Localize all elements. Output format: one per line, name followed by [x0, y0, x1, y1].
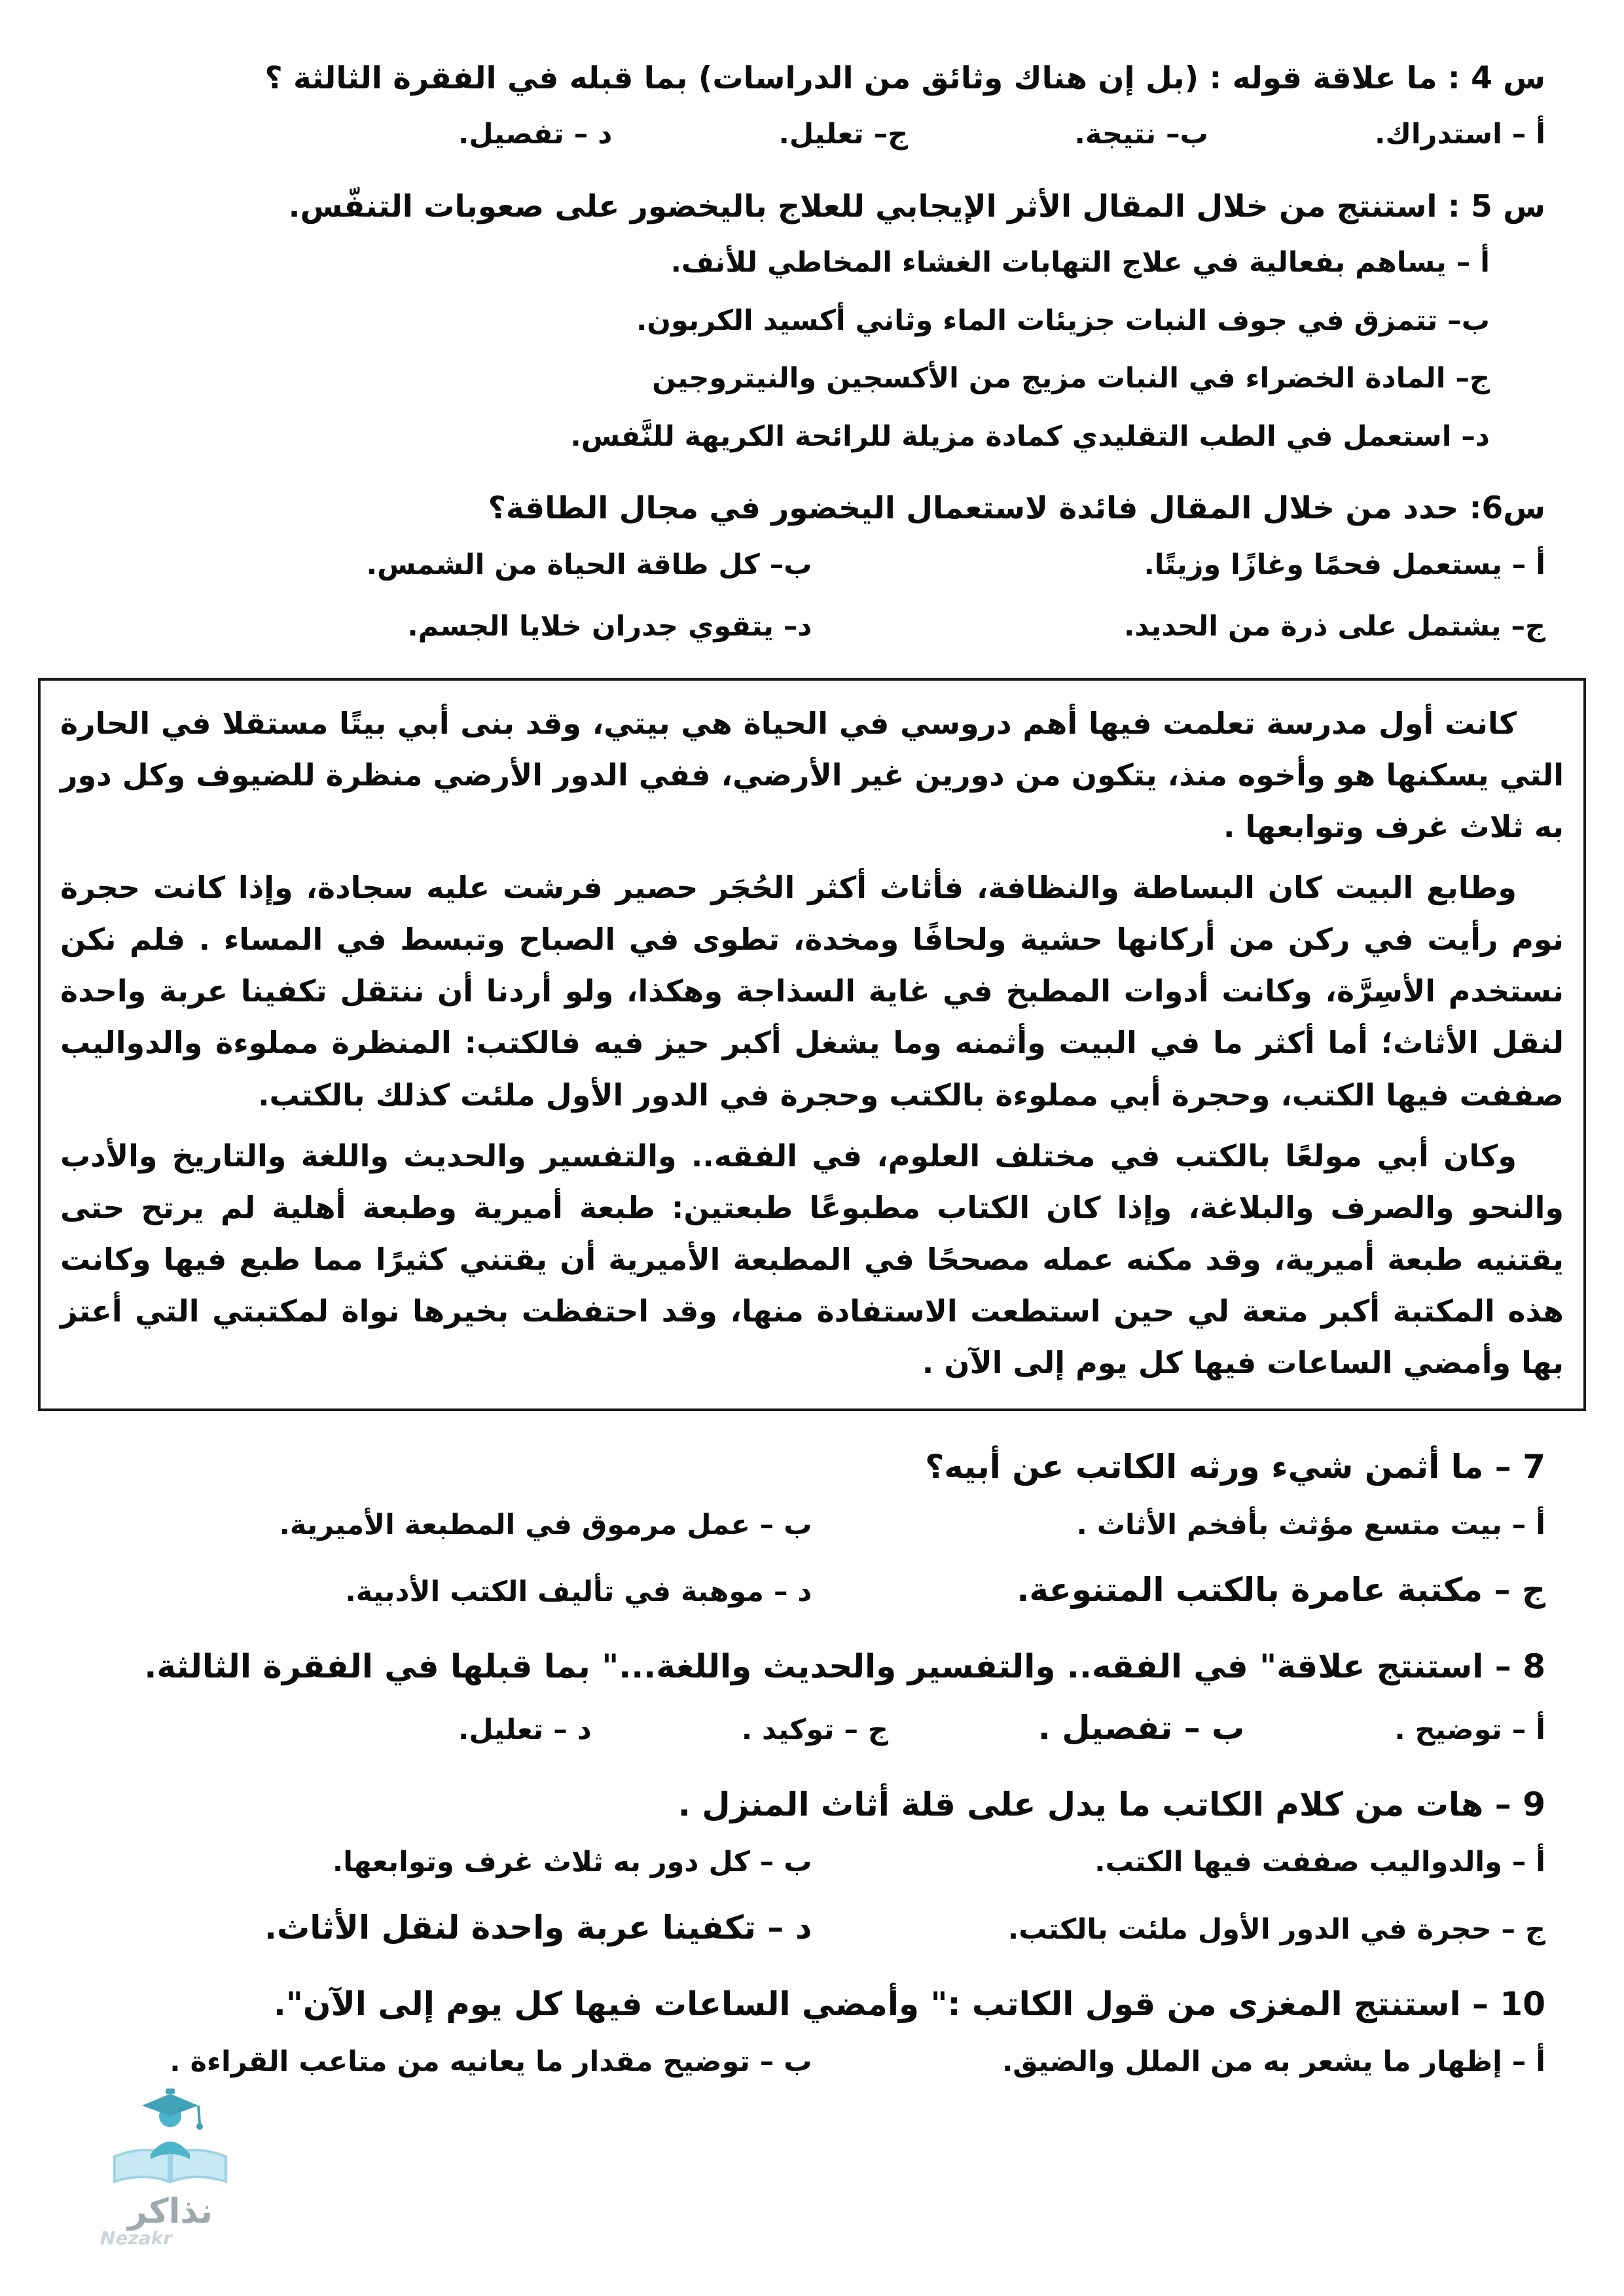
option-c: ج– يشتمل على ذرة من الحديد. — [1124, 610, 1545, 643]
option-a: أ – يستعمل فحمًا وغازًا وزيتًا. — [1144, 548, 1545, 581]
passage-paragraph-3: وكان أبي مولعًا بالكتب في مختلف العلوم، في الفقه.. والتفسير والحديث واللغة والتاريخ والأدب والنحو والصرف والبلاغة، وإذا كان الكتاب مطبوعًا طبعتين: طبعة أميرية وطبعة أهلية لم يرتح حتى يقتنيه طبعة أميرية، وقد مكنه عمله مصححًا في المطبعة الأميرية أن يقتني كثيرًا مما طبع فيها وكانت هذه المكتبة أكبر متعة لي حين استطعت الاستفادة منها، وقد احتفظت بخيرها نواة لمكتبتي التي أعتز بها وأمضي الساعات فيها كل يوم إلى الآن . — [60, 1138, 1564, 1381]
option-b: ب– نتيجة. — [1074, 118, 1208, 151]
question-7-options — [79, 1504, 1545, 1615]
question-10 — [79, 1982, 1545, 2083]
question-10-heading: 10 – استنتج المغزى من قول الكاتب :" وأمضي الساعات فيها كل يوم إلى الآن". — [273, 1984, 1545, 2023]
option-a: أ – والدواليب صففت فيها الكتب. — [1094, 1846, 1545, 1879]
option-a: أ – توضيح . — [1394, 1713, 1545, 1746]
question-4-options — [79, 113, 1545, 156]
question-5 — [79, 186, 1545, 457]
option-b: ب – كل دور به ثلاث غرف وتوابعها. — [332, 1846, 812, 1879]
option-a: أ – بيت متسع مؤثث بأفخم الأثاث . — [1076, 1508, 1545, 1541]
nezakr-logo — [82, 2086, 259, 2249]
worksheet-content — [60, 58, 1564, 2113]
option-a: أ – إظهار ما يشعر به من الملل والضيق. — [1001, 2045, 1545, 2079]
question-5-options — [79, 242, 1545, 457]
passage-paragraph-1: كانت أول مدرسة تعلمت فيها أهم دروسي في الحياة هي بيتي، وقد بنى أبي بيتًا مستقلا في الحارة التي يسكنها هو وأخوه منذ، يتكون من دورين غير الأرضي، ففي الدور الأرضي منظرة للضيوف وكل دور به ثلاث غرف وتوابعها . — [60, 705, 1564, 845]
option-b: ب – تفصيل . — [1038, 1708, 1245, 1747]
question-9-heading: 9 – هات من كلام الكاتب ما يدل على قلة أثاث المنزل . — [677, 1785, 1545, 1823]
question-8-heading: 8 – استنتج علاقة" في الفقه.. والتفسير والحديث واللغة..." بما قبلها في الفقرة الثالثة. — [144, 1647, 1545, 1686]
question-6-options — [79, 544, 1545, 648]
passage-paragraph-2: وطابع البيت كان البساطة والنظافة، فأثاث أكثر الحُجَر حصير فرشت عليه سجادة، وإذا كانت حجرة نوم رأيت في ركن من أركانها حشية ولحافًا ومخدة، تطوى في الصباح وتبسط في المساء . فلم نكن نستخدم الأسِرَّة، وكانت أدوات المطبخ في غاية السذاجة وهكذا، ولو أردنا أن ننتقل تكفينا عربة واحدة لنقل الأثاث؛ أما أكثر ما في البيت وأثمنه وما يشغل أكبر حيز فيه فالكتب: المنظرة مملوءة والدواليب صففت فيها الكتب، وحجرة أبي مملوءة بالكتب وحجرة في الدور الأول ملئت كذلك بالكتب. — [60, 870, 1564, 1113]
question-9 — [79, 1783, 1545, 1952]
logo-arabic-text: نذاكر — [128, 2192, 213, 2231]
option-c: ج – مكتبة عامرة بالكتب المتنوعة. — [1017, 1571, 1545, 1609]
option-b: ب– تتمزق في جوف النبات جزيئات الماء وثاني أكسيد الكربون. — [636, 304, 1490, 337]
option-d: د – تكفينا عربة واحدة لنقل الأثاث. — [264, 1908, 812, 1946]
option-c: ج– تعليل. — [778, 118, 909, 151]
option-b: ب– كل طاقة الحياة من الشمس. — [366, 548, 812, 581]
question-8 — [79, 1645, 1545, 1753]
question-9-options — [79, 1841, 1545, 1952]
logo-latin-text: Nezakr — [100, 2227, 173, 2249]
graduate-book-icon — [101, 2086, 239, 2191]
option-d: د – تعليل. — [458, 1713, 592, 1746]
option-c: ج– المادة الخضراء في النبات مزيج من الأكسجين والنيتروجين — [652, 362, 1490, 395]
option-b: ب – عمل مرموق في المطبعة الأميرية. — [279, 1508, 812, 1541]
option-c: ج – توكيد . — [741, 1713, 888, 1746]
option-d: د – موهبة في تأليف الكتب الأدبية. — [345, 1575, 812, 1609]
passage-box — [38, 678, 1586, 1411]
question-6 — [79, 488, 1545, 647]
question-4 — [79, 58, 1545, 156]
question-7 — [79, 1445, 1545, 1615]
option-d: د – تفصيل. — [458, 118, 613, 151]
question-7-heading: 7 – ما أثمن شيء ورثه الكاتب عن أبيه؟ — [925, 1448, 1545, 1486]
option-a: أ – يساهم بفعالية في علاج التهابات الغشاء المخاطي للأنف. — [670, 246, 1490, 279]
option-d: د– استعمل في الطب التقليدي كمادة مزيلة للرائحة الكريهة للنَّفس. — [570, 420, 1490, 453]
question-5-heading: س 5 : استنتج من خلال المقال الأثر الإيجابي للعلاج باليخضور على صعوبات التنفّس. — [288, 188, 1545, 224]
question-10-options — [79, 2041, 1545, 2083]
question-4-heading: س 4 : ما علاقة قوله : (بل إن هناك وثائق من الدراسات) بما قبله في الفقرة الثالثة ؟ — [264, 60, 1545, 96]
question-8-options — [79, 1704, 1545, 1753]
question-6-heading: س6: حدد من خلال المقال فائدة لاستعمال اليخضور في مجال الطاقة؟ — [488, 490, 1545, 527]
option-a: أ – استدراك. — [1375, 118, 1545, 151]
option-c: ج – حجرة في الدور الأول ملئت بالكتب. — [1007, 1912, 1545, 1946]
option-b: ب – توضيح مقدار ما يعانيه من متاعب القراءة . — [170, 2045, 812, 2079]
option-d: د– يتقوي جدران خلايا الجسم. — [407, 610, 812, 643]
